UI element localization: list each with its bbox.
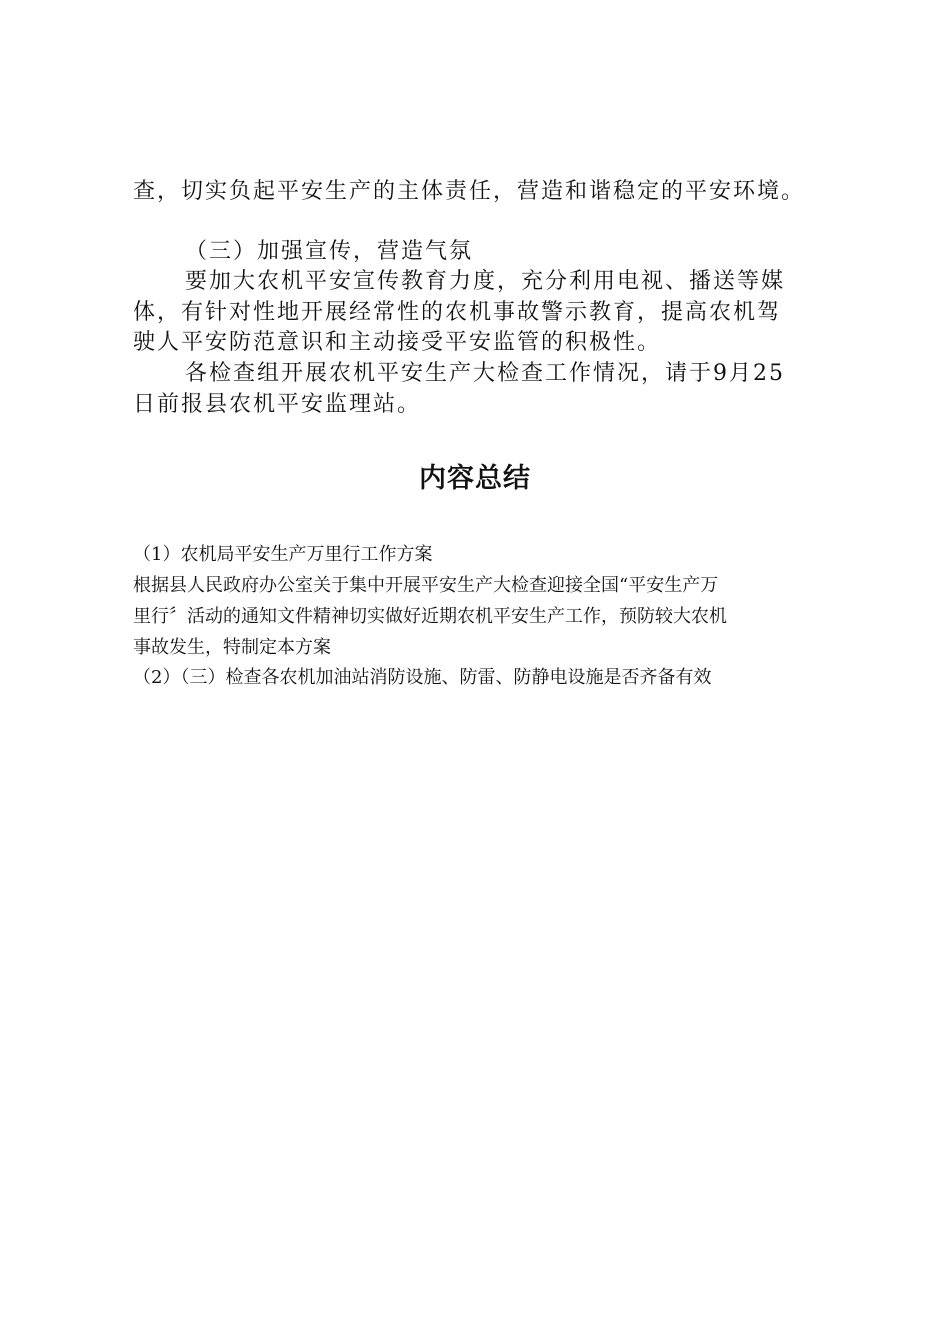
- paragraph-line: 查，切实负起平安生产的主体责任，营造和谐稳定的平安环境。: [133, 179, 806, 204]
- summary-body-line: 根据县人民政府办公室关于集中开展平安生产大检查迎接全国“平安生产万: [133, 575, 719, 596]
- paragraph-line: 驶人平安防范意识和主动接受平安监管的积极性。: [133, 330, 662, 355]
- summary-item: （1）农机局平安生产万里行工作方案: [133, 544, 433, 565]
- paragraph-line: 要加大农机平安宣传教育力度，充分利用电视、播送等媒: [185, 269, 786, 294]
- summary-title: 内容总结: [419, 463, 531, 494]
- summary-item: （2）（三）检查各农机加油站消防设施、防雷、防静电设施是否齐备有效: [133, 667, 712, 688]
- summary-body-line: 里行〞活动的通知文件精神切实做好近期农机平安生产工作，预防较大农机: [133, 606, 727, 627]
- paragraph-line: 各检查组开展农机平安生产大检查工作情况，请于9月25: [185, 361, 785, 386]
- paragraph-line: 日前报县农机平安监理站。: [133, 392, 422, 417]
- summary-body-line: 事故发生，特制定本方案: [133, 637, 331, 658]
- section-heading: （三）加强宣传，营造气氛: [185, 239, 474, 264]
- paragraph-line: 体，有针对性地开展经常性的农机事故警示教育，提高农机驾: [133, 300, 782, 325]
